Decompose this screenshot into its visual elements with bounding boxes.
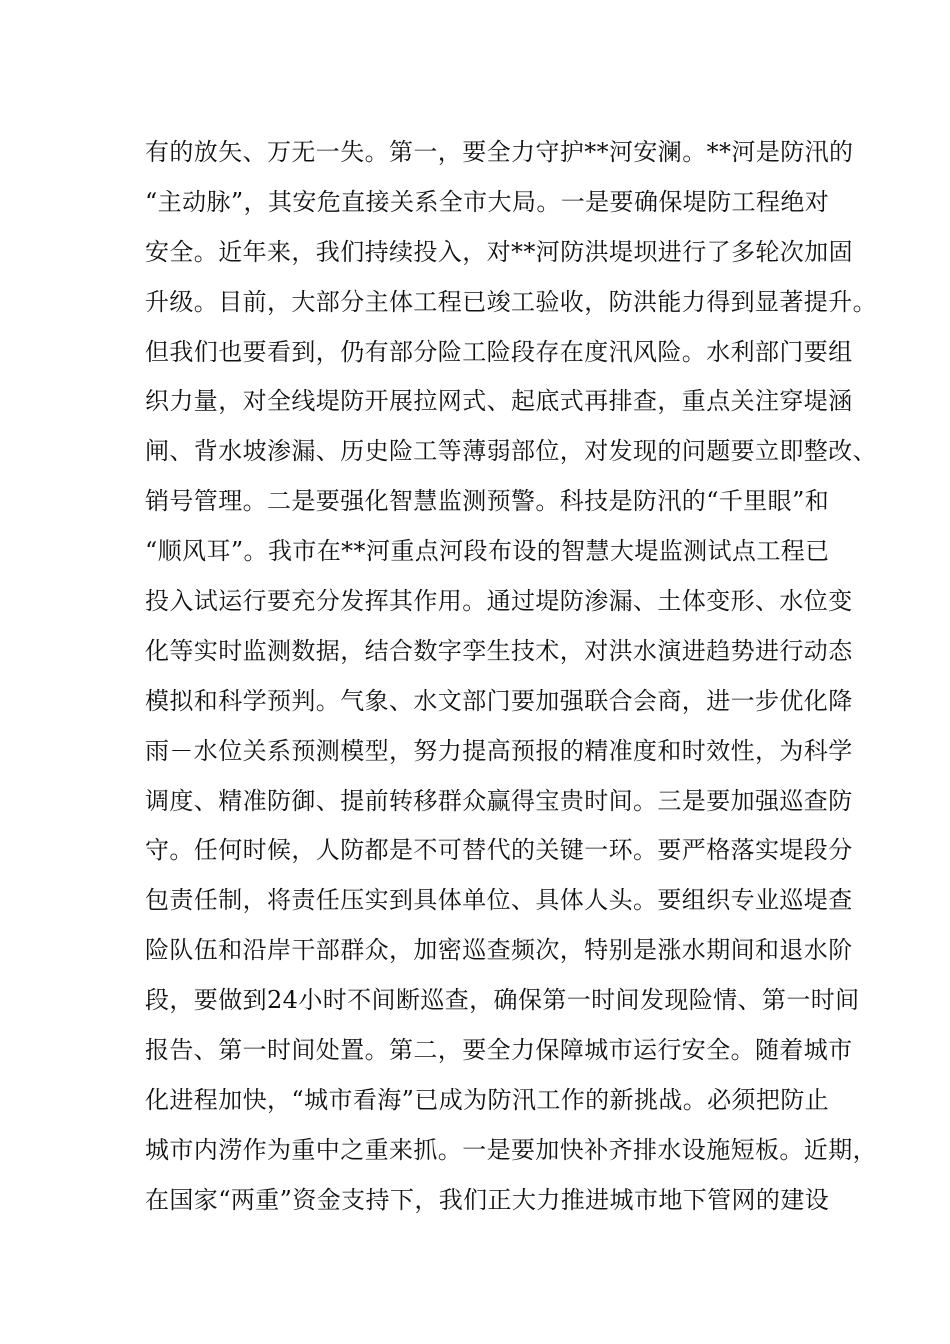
text-line: 投入试运行要充分发挥其作用。通过堤防渗漏、土体变形、水位变	[145, 587, 853, 616]
text-line: 升级。目前，大部分主体工程已竣工验收，防洪能力得到显著提升。	[145, 287, 877, 316]
text-line: 包责任制，将责任压实到具体单位、具体人头。要组织专业巡堤查	[145, 886, 853, 915]
text-line: 段，要做到24小时不间断巡查，确保第一时间发现险情、第一时间	[145, 986, 860, 1015]
text-line: 守。任何时候，人防都是不可替代的关键一环。要严格落实堤段分	[145, 836, 853, 865]
text-line: 城市内涝作为重中之重来抓。一是要加快补齐排水设施短板。近期，	[145, 1135, 877, 1164]
text-line: 但我们也要看到，仍有部分险工险段存在度汛风险。水利部门要组	[145, 337, 853, 366]
text-line: 销号管理。二是要强化智慧监测预警。科技是防汛的“千里眼”和	[145, 487, 830, 516]
text-line: 化等实时监测数据，结合数字孪生技术，对洪水演进趋势进行动态	[145, 636, 853, 665]
text-line: 化进程加快，“城市看海”已成为防汛工作的新挑战。必须把防止	[145, 1085, 830, 1114]
text-line: “主动脉”，其安危直接关系全市大局。一是要确保堤防工程绝对	[145, 187, 830, 216]
text-line: 安全。近年来，我们持续投入，对**河防洪堤坝进行了多轮次加固	[145, 237, 853, 266]
text-line: 闸、背水坡渗漏、历史险工等薄弱部位，对发现的问题要立即整改、	[145, 437, 877, 466]
text-line: 在国家“两重”资金支持下，我们正大力推进城市地下管网的建设	[145, 1185, 830, 1214]
text-line: 雨－水位关系预测模型，努力提高预报的精准度和时效性，为科学	[145, 736, 853, 765]
text-line: 织力量，对全线堤防开展拉网式、起底式再排查，重点关注穿堤涵	[145, 387, 853, 416]
body-text	[145, 128, 877, 1226]
text-line: 模拟和科学预判。气象、水文部门要加强联合会商，进一步优化降	[145, 686, 853, 715]
text-line: 有的放矢、万无一失。第一，要全力守护**河安澜。**河是防汛的	[145, 138, 854, 166]
text-line: 险队伍和沿岸干部群众，加密巡查频次，特别是涨水期间和退水阶	[145, 936, 853, 965]
text-line: “顺风耳”。我市在**河重点河段布设的智慧大堤监测试点工程已	[145, 537, 830, 566]
text-line: 报告、第一时间处置。第二，要全力保障城市运行安全。随着城市	[145, 1036, 853, 1065]
text-line: 调度、精准防御、提前转移群众赢得宝贵时间。三是要加强巡查防	[145, 786, 853, 815]
